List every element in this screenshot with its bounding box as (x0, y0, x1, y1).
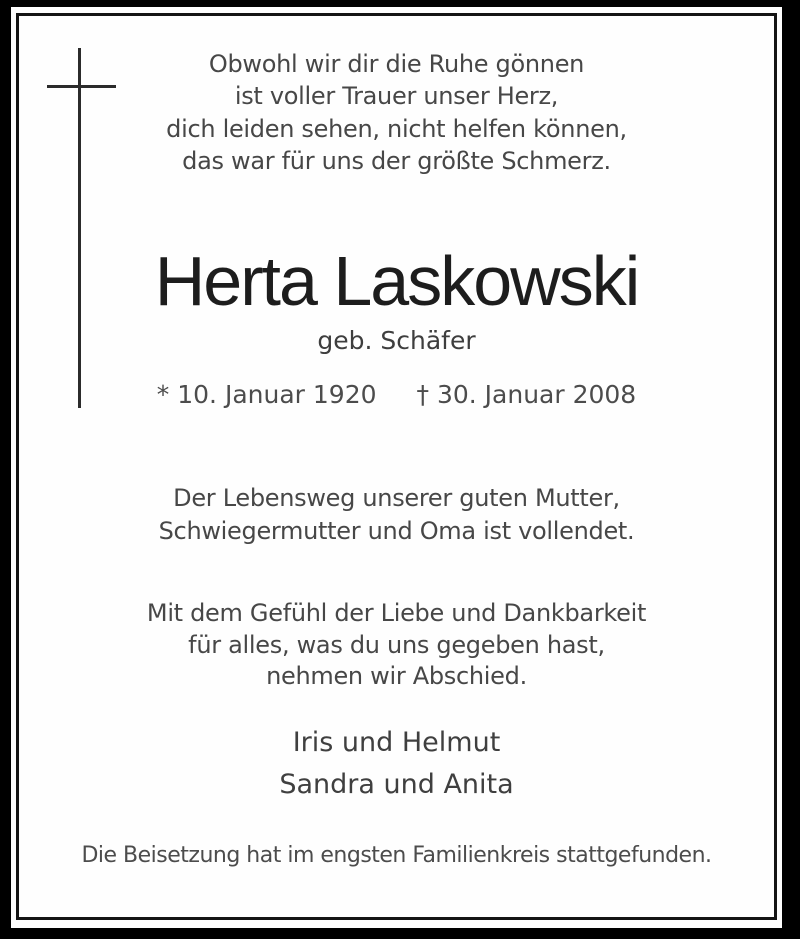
verse-line: dich leiden sehen, nicht helfen können, (166, 114, 627, 143)
tribute-text (11, 482, 782, 548)
death-date: † 30. Januar 2008 (416, 380, 637, 409)
life-dates (11, 378, 782, 412)
mourners-line: Sandra und Anita (279, 769, 514, 800)
mourners-list (11, 722, 782, 806)
birth-date: * 10. Januar 1920 (156, 380, 377, 409)
obituary-card (11, 7, 782, 928)
tribute-line: Schwiegermutter und Oma ist vollendet. (158, 517, 635, 545)
verse-line: ist voller Trauer unser Herz, (234, 82, 559, 111)
farewell-line: nehmen wir Abschied. (266, 662, 527, 690)
farewell-line: für alles, was du uns gegeben hast, (188, 630, 605, 659)
maiden-name: geb. Schäfer (317, 326, 476, 355)
verse-line: das war für uns der größte Schmerz. (182, 147, 611, 176)
deceased-name: Herta Laskowski (154, 242, 639, 320)
tribute-line: Der Lebensweg unserer guten Mutter, (173, 484, 620, 512)
verse-line: Obwohl wir dir die Ruhe gönnen (208, 50, 585, 78)
mourners-line: Iris und Helmut (292, 727, 501, 758)
farewell-line: Mit dem Gefühl der Liebe und Dankbarkeit (146, 599, 647, 627)
opening-verse (11, 48, 782, 178)
burial-note: Die Beisetzung hat im engsten Familienkreis stattgefunden. (81, 843, 712, 868)
farewell-text (11, 598, 782, 693)
